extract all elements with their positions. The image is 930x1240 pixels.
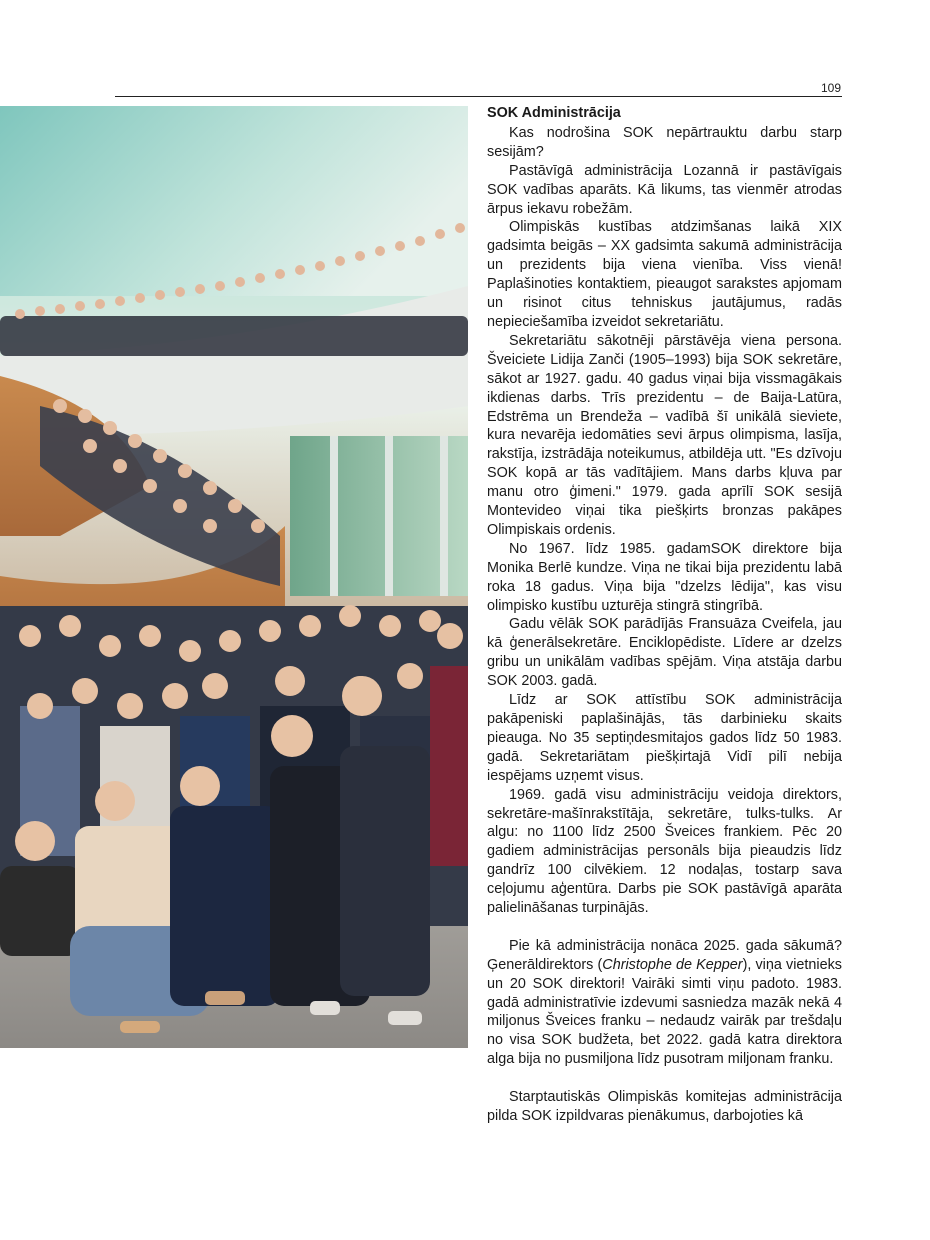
director-general-name: Christophe de Kepper — [602, 956, 743, 973]
paragraph: Sekretariātu sākotnēji pārstāvēja viena persona. Šveiciete Lidija Zanči (1905–1993) bija SOK sekretāre, sākot ar 1927. gadu. 40 gadus viņai bija vissmagākais ikdienas darbs. Trīs prezidentu – de Baija-Latūra, Edstrēma un Brendeža – vadībā šī unikālā sieviete, kura nevarēja iedomāties sevi ārpus olimpisma, lasīja, rakstīja, izstrādāja noteikumus, atbildēja utt. "Es dzīvoju SOK kopā ar tās vadītājiem. Mans darbs kļuva par manu otro ģimeni." 1979. gada aprīlī SOK sesijā Montevideo viņai tika piešķirts bronzas pakāpes Olimpiskais ordenis. — [487, 332, 842, 538]
paragraph: Līdz ar SOK attīstību SOK administrācija pakāpeniski paplašinājās, tās darbinieku skaits pieauga. No 35 septiņdesmitajos gados līdz 50 1983. gadā. Sekretariātam piešķirtajā Vidī pilī nebija iespējams uzņemt visus. — [487, 692, 842, 784]
header-rule — [115, 96, 842, 97]
paragraph: Gadu vēlāk SOK parādījās Fransuāza Cveifela, jau kā ģenerālsekretāre. Enciklopēdiste. Līdere ar dzelzs gribu un unikālām vadības spējām. Viņa atstāja darbu SOK 2003. gadā. — [487, 616, 842, 690]
article-text — [487, 104, 842, 1126]
paragraph-2025 — [487, 937, 842, 1069]
paragraph: Pastāvīgā administrācija Lozannā ir pastāvīgais SOK vadības aparāts. Kā likums, tas vienmēr atrodas ārpus iekavu robežām. — [487, 162, 842, 217]
paragraph-last: Starptautiskās Olimpiskās komitejas administrācija pilda SOK izpildvaras pienākumus, darbojoties kā — [487, 1089, 842, 1124]
paragraph: Kas nodrošina SOK nepārtrauktu darbu starp sesijām? — [487, 124, 842, 160]
paragraph: No 1967. līdz 1985. gadamSOK direktore bija Monika Berlē kundze. Viņa ne tikai bija prezidentu labā roka 18 gadus. Viņa bija "dzelzs lēdija", kas visu olimpisko kustību uzturēja stingrā stingrībā. — [487, 540, 842, 614]
paragraph: Olimpiskās kustības atdzimšanas laikā XIX gadsimta beigās – XX gadsimta sakumā administrācija un prezidents bija viena vienība. Viss vienā! Paplašinoties kontaktiem, pieaugot sarakstes apjomam un risinot citus tehniskus jautājumus, radās nepieciešamība izveidot sekretariātu. — [487, 219, 842, 330]
staff-group-photo — [0, 106, 468, 1048]
paragraph: 1969. gadā visu administrāciju veidoja direktors, sekretāre-mašīnrakstītāja, sekretāre, tulks-tulks. Ar algu: no 1100 līdz 2500 Šveices frankiem. Pēc 20 gadiem administrācijas personāls bija pieaudzis līdz gandrīz 100 cilvēkiem. 12 nodaļas, tostarp sava ceļojumu aģentūra. Darbs pie SOK pastāvīgā aparāta palielināšanas turpinājās. — [487, 786, 842, 917]
section-title: SOK Administrācija — [487, 105, 621, 121]
paragraph-2025-after: ), viņa vietnieks un 20 SOK direktori! Vairāki simti viņu padoto. 1983. gadā administratīvie izdevumi sasniedza mazāk nekā 4 miljonus Šveices franku – nedaudz vairāk par trešdaļu no visa SOK budžeta, bet 2022. gadā katra direktora alga bija no pusmiljona līdz pusotram miljonam franku. — [487, 956, 842, 1068]
paragraph-2025-before: Pie kā administrācija nonāca 2025. gada sākumā? Ģenerāldirektors ( — [487, 937, 842, 973]
page-number: 109 — [820, 81, 841, 95]
